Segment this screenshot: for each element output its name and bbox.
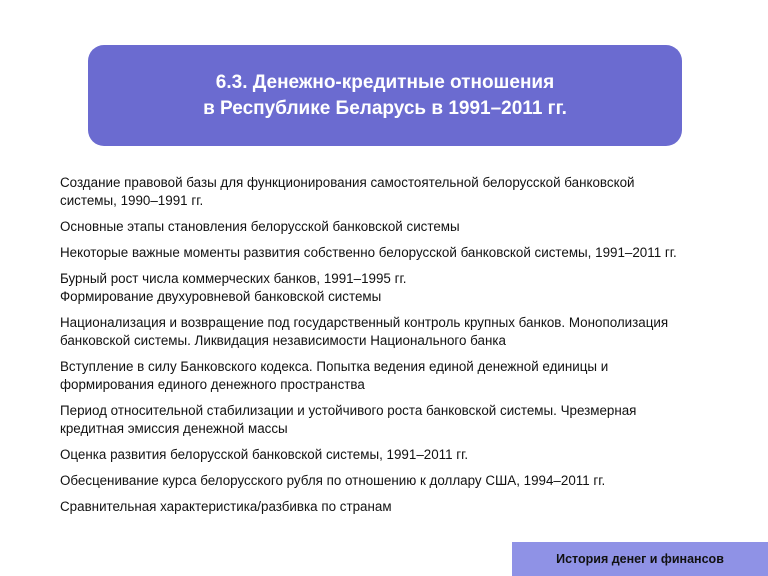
- topic-item-legal-base[interactable]: [60, 174, 760, 210]
- topic-text-line: Бурный рост числа коммерческих банков, 1991–1995 гг.: [60, 271, 407, 286]
- topic-item-nationalization[interactable]: [60, 314, 760, 350]
- topic-item-ruble-devaluation[interactable]: [60, 472, 760, 490]
- title-banner: [88, 45, 682, 146]
- page-title-line-1: 6.3. Денежно-кредитные отношения: [215, 71, 555, 93]
- topic-text-line: Некоторые важные моменты развития собственно белорусской банковской системы, 1991–2011 гг.: [60, 245, 677, 260]
- footer-banner: [512, 542, 768, 576]
- topic-text-line: Создание правовой базы для функционирования самостоятельной белорусской банковской: [60, 175, 635, 190]
- topic-text-line: системы, 1990–1991 гг.: [60, 193, 204, 208]
- topic-text-line: формирования единого денежного пространства: [60, 377, 365, 392]
- topic-text-line: Национализация и возвращение под государственный контроль крупных банков. Монополизация: [60, 315, 669, 330]
- topic-item-bank-growth[interactable]: [60, 270, 760, 306]
- topic-list: [60, 174, 760, 524]
- topic-text-line: Обесценивание курса белорусского рубля по отношению к доллару США, 1994–2011 гг.: [60, 473, 606, 488]
- topic-text-line: Вступление в силу Банковского кодекса. Попытка ведения единой денежной единицы и: [60, 359, 609, 374]
- topic-text-line: Сравнительная характеристика/разбивка по странам: [60, 499, 392, 514]
- topic-item-main-stages[interactable]: [60, 218, 760, 236]
- footer-label: История денег и финансов: [556, 552, 724, 566]
- topic-item-stabilization[interactable]: [60, 402, 760, 438]
- topic-text-line: Период относительной стабилизации и устойчивого роста банковской системы. Чрезмерная: [60, 403, 637, 418]
- topic-item-assessment[interactable]: [60, 446, 760, 464]
- topic-item-important-moments[interactable]: [60, 244, 760, 262]
- topic-text-line: Формирование двухуровневой банковской системы: [60, 289, 382, 304]
- topic-text-line: Основные этапы становления белорусской банковской системы: [60, 219, 460, 234]
- topic-item-banking-code[interactable]: [60, 358, 760, 394]
- topic-text-line: кредитная эмиссия денежной массы: [60, 421, 288, 436]
- topic-text-line: банковской системы. Ликвидация независимости Национального банка: [60, 333, 506, 348]
- page-title-line-2: в Республике Беларусь в 1991–2011 гг.: [203, 97, 567, 119]
- topic-text-line: Оценка развития белорусской банковской системы, 1991–2011 гг.: [60, 447, 469, 462]
- topic-item-country-comparison[interactable]: [60, 498, 760, 516]
